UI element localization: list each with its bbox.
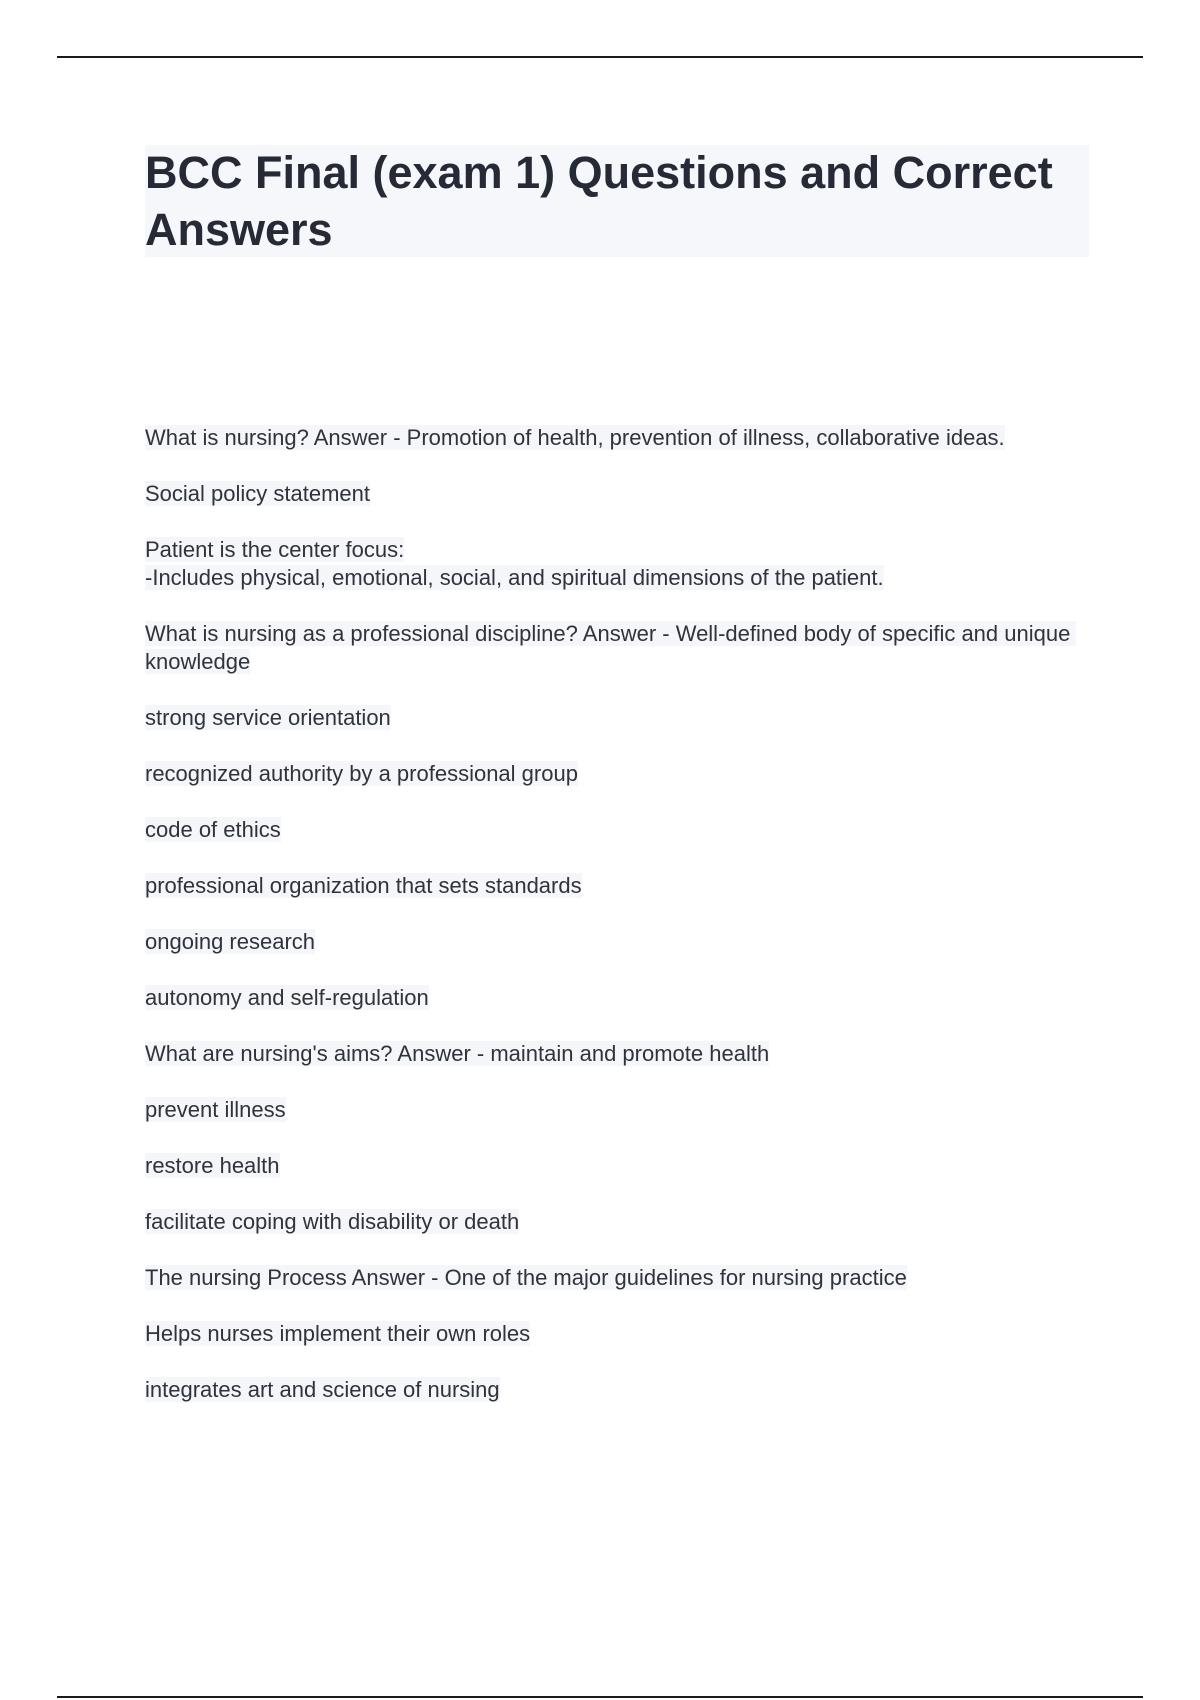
paragraph-text: The nursing Process Answer - One of the major guidelines for nursing practice — [145, 1265, 907, 1290]
paragraph — [145, 1096, 1095, 1124]
paragraph-text: What is nursing as a professional discipline? Answer - Well-defined body of specific and unique knowledge — [145, 621, 1077, 674]
paragraph-text: ongoing research — [145, 929, 316, 954]
paragraph-text: What are nursing's aims? Answer - maintain and promote health — [145, 1041, 770, 1066]
paragraph-text: Helps nurses implement their own roles — [145, 1321, 531, 1346]
paragraph-text: code of ethics — [145, 817, 281, 842]
top-rule — [57, 56, 1143, 58]
paragraph — [145, 480, 1095, 508]
paragraph — [145, 424, 1095, 452]
paragraph — [145, 1152, 1095, 1180]
paragraph-text: strong service orientation — [145, 705, 391, 730]
paragraph — [145, 816, 1095, 844]
paragraph — [145, 760, 1095, 788]
paragraph — [145, 984, 1095, 1012]
document-title: BCC Final (exam 1) Questions and Correct Answers — [145, 147, 1053, 255]
paragraph — [145, 1208, 1095, 1236]
paragraph-text: Patient is the center focus: -Includes physical, emotional, social, and spiritual dimensions of the patient. — [145, 537, 884, 590]
paragraph-text: What is nursing? Answer - Promotion of health, prevention of illness, collaborative ideas. — [145, 425, 1005, 450]
paragraph-text: integrates art and science of nursing — [145, 1377, 500, 1402]
paragraph — [145, 872, 1095, 900]
paragraph — [145, 1040, 1095, 1068]
paragraph — [145, 928, 1095, 956]
document-body — [145, 424, 1095, 1404]
paragraph-text: facilitate coping with disability or death — [145, 1209, 520, 1234]
title-block — [145, 145, 1089, 257]
paragraph — [145, 1376, 1095, 1404]
paragraph — [145, 620, 1095, 676]
bottom-rule — [57, 1696, 1143, 1698]
paragraph — [145, 1264, 1095, 1292]
paragraph — [145, 1320, 1095, 1348]
paragraph — [145, 536, 1095, 592]
paragraph-text: autonomy and self-regulation — [145, 985, 429, 1010]
paragraph-text: prevent illness — [145, 1097, 286, 1122]
paragraph-text: Social policy statement — [145, 481, 370, 506]
paragraph-text: recognized authority by a professional group — [145, 761, 578, 786]
paragraph — [145, 704, 1095, 732]
paragraph-text: professional organization that sets standards — [145, 873, 582, 898]
paragraph-text: restore health — [145, 1153, 280, 1178]
